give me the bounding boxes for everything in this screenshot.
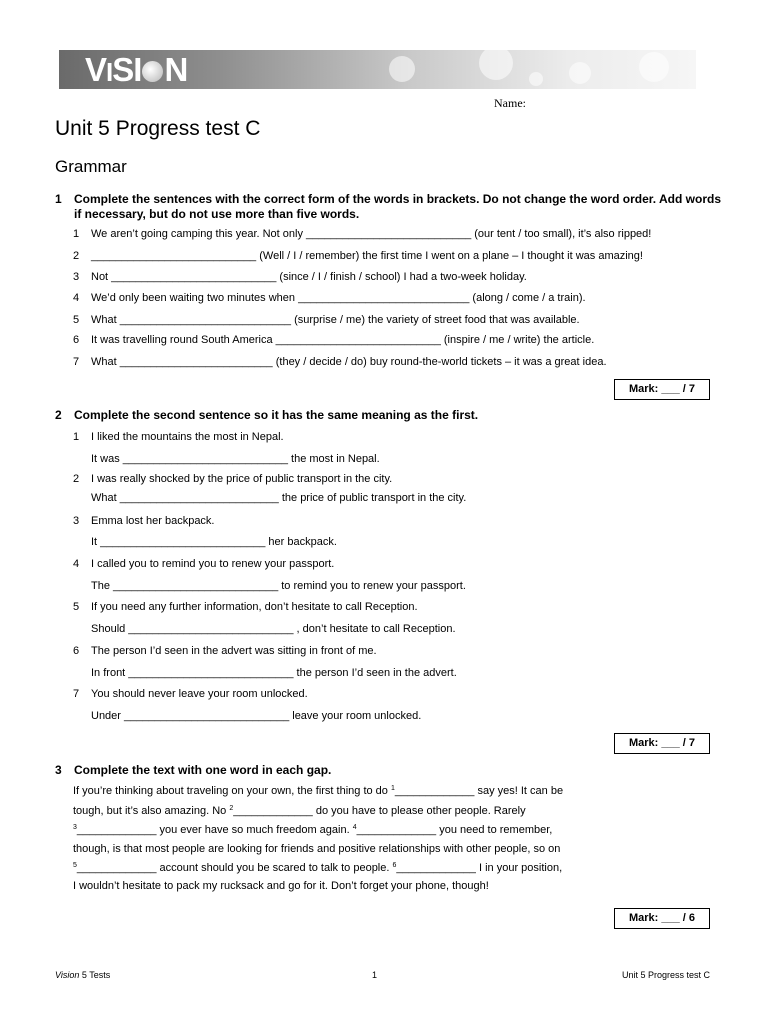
item-number: 1 (73, 228, 80, 240)
mark-box: Mark: ___ / 6 (614, 908, 710, 929)
text-segment: I wouldn’t hesitate to pack my rucksack and go for it. Don’t forget your phone, though! (73, 880, 489, 892)
mark-box: Mark: ___ / 7 (614, 733, 710, 754)
item-number: 5 (73, 314, 80, 326)
rewrite-line: What __________________________ the price of public transport in the city. (91, 492, 467, 504)
item-number: 5 (73, 601, 80, 613)
item-text: You should never leave your room unlocked. (91, 688, 308, 700)
rewrite-line: In front ___________________________ the person I’d seen in the advert. (91, 667, 457, 679)
text-line (73, 824, 552, 836)
text-line (73, 843, 560, 855)
item-number: 4 (73, 292, 80, 304)
banner-decoration (389, 56, 415, 82)
item-text: I called you to remind you to renew your passport. (91, 558, 335, 570)
item-number: 2 (73, 250, 80, 262)
gap-number: 6 (392, 862, 397, 869)
item-number: 3 (73, 271, 80, 283)
item-text: If you need any further information, don’t hesitate to call Reception. (91, 601, 418, 613)
footer-series-name: Vision (55, 970, 80, 980)
footer-right: Unit 5 Progress test C (621, 970, 710, 980)
item-number: 4 (73, 558, 80, 570)
question-instruction: Complete the text with one word in each gap. (74, 763, 332, 777)
header-banner (59, 50, 696, 89)
text-line (73, 862, 562, 874)
item-text: What ____________________________ (surprise / me) the variety of street food that was available. (91, 314, 580, 326)
item-number: 3 (73, 515, 80, 527)
item-text: The person I’d seen in the advert was sitting in front of me. (91, 645, 377, 657)
question-instruction: Complete the sentences with the correct form of the words in brackets. Do not change the word order. Add words if necessary, but do not use more than five words. (74, 192, 721, 221)
item-text: We’d only been waiting two minutes when ____________________________ (along / come / a train). (91, 292, 586, 304)
banner-decoration (529, 72, 543, 86)
name-label: Name: (494, 96, 526, 110)
rewrite-line: Under ___________________________ leave your room unlocked. (91, 710, 422, 722)
text-line (73, 805, 526, 817)
item-number: 6 (73, 334, 80, 346)
gap-number: 1 (390, 785, 395, 792)
item-number: 2 (73, 473, 80, 485)
banner-decoration (569, 62, 591, 84)
text-segment: _____________ account should you be scared to talk to people. (76, 862, 393, 874)
rewrite-line: The ___________________________ to remind you to renew your passport. (91, 580, 466, 592)
page-title: Unit 5 Progress test C (55, 117, 261, 140)
gap-number: 3 (73, 824, 77, 831)
mark-box: Mark: ___ / 7 (614, 379, 710, 400)
item-text: I was really shocked by the price of public transport in the city. (91, 473, 393, 485)
text-segment: _____________ say yes! It can be (394, 785, 564, 797)
item-text: What _________________________ (they / decide / do) buy round-the-world tickets – it was a great idea. (91, 356, 607, 368)
text-segment: tough, but it’s also amazing. No (73, 805, 230, 817)
rewrite-line: Should ___________________________ , don’t hesitate to call Reception. (91, 623, 456, 635)
rewrite-line: It was ___________________________ the most in Nepal. (91, 453, 380, 465)
gap-number: 5 (73, 862, 77, 869)
question-number: 1 (55, 192, 62, 206)
item-text: ___________________________ (Well / I / remember) the first time I went on a plane – I thought it was amazing! (91, 250, 643, 262)
question-instruction: Complete the second sentence so it has the same meaning as the first. (74, 408, 479, 422)
rewrite-line: It ___________________________ her backpack. (91, 536, 337, 548)
item-number: 6 (73, 645, 80, 657)
item-text: It was travelling round South America ___________________________ (inspire / me / write) the article. (91, 334, 595, 346)
gap-number: 2 (229, 805, 234, 812)
text-segment: _____________ you need to remember, (356, 824, 553, 836)
page-number: 1 (372, 970, 378, 980)
question-number: 2 (55, 408, 62, 422)
item-text: Not ___________________________ (since / I / finish / school) I had a two-week holiday. (91, 271, 527, 283)
item-number: 7 (73, 356, 80, 368)
banner-decoration (479, 50, 513, 80)
item-text: Emma lost her backpack. (91, 515, 215, 527)
gap-number: 4 (352, 824, 357, 831)
vision-logo: VISI N (85, 51, 188, 88)
text-segment: _____________ do you have to please other people. Rarely (233, 805, 526, 817)
text-segment: _____________ I in your position, (396, 862, 563, 874)
text-segment: _____________ you ever have so much freedom again. (76, 824, 353, 836)
text-line (73, 880, 489, 892)
item-text: I liked the mountains the most in Nepal. (91, 431, 284, 443)
section-heading: Grammar (55, 157, 127, 176)
text-segment: though, is that most people are looking for friends and positive relationships with other people, so on (73, 843, 561, 855)
item-number: 7 (73, 688, 80, 700)
text-line (73, 785, 563, 797)
banner-decoration (639, 52, 669, 82)
text-segment: If you’re thinking about traveling on your own, the first thing to do (73, 785, 391, 797)
item-text: We aren’t going camping this year. Not only ___________________________ (our tent / too small), it’s also ripped! (91, 228, 652, 240)
footer-series-rest: 5 Tests (79, 970, 111, 980)
question-number: 3 (55, 763, 62, 777)
item-number: 1 (73, 431, 80, 443)
footer-left (55, 970, 110, 980)
